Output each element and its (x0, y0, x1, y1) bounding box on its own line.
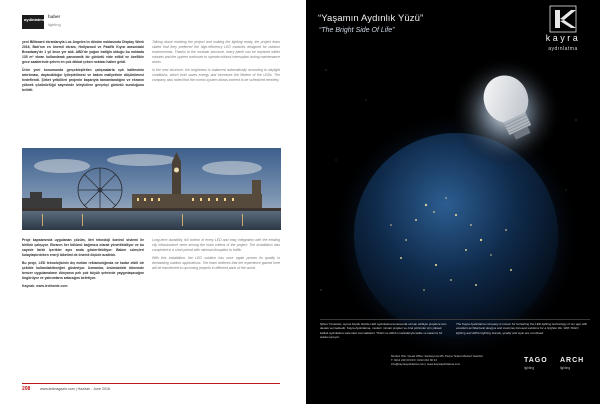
footer-text: www.ledmagazin.com | Haziran - June 2016 (40, 387, 111, 391)
paragraph: Ürün yeni konumunda gerçekleştirilen çalışmalarla ışık kalitesinin artırılması, dayanıklılığın iyileştirilmesi ve bakım maliyetinin düşürülmesi hedeflendi. Şirket yetkilileri projenin başarıyla tamamlandığını ve ekranın yüksek çözünürlüğü sayesinde izleyicilere gerçekçi görüntü sunduğunu belirtti. (22, 68, 144, 92)
ad-contact-info (391, 354, 511, 366)
tago-logo-sub: lighting (524, 366, 535, 370)
paragraph: yeni Billboard ekranlarıyla Los Angeles’ın dönüm noktasında Display Week 2016, Batı’nın en önemli ekranı, Hollywood ve Pasifik Kıyısı arasındaki Broadway’de 1 yıl önce yer aldı. ABD’de yoğun trafiğin olduğu bu noktada 135 m² ekran kullanılarak panoramik bir görüntü elde edildi ve özellikle gece saatlerinde şehrin en çok dikkat çeken noktası haline geldi. (22, 40, 144, 64)
article-column-2 (152, 40, 280, 160)
article-column-3 (22, 238, 144, 388)
footer-rule (22, 383, 280, 384)
section-category: haber (48, 14, 61, 19)
phone-line: T: 0212 210 00 00 F: 0212 210 00 01 (391, 358, 437, 362)
article-source: Kaynak: www.ledinside.com (22, 284, 68, 288)
ad-body-turkish: Şirket Yöneticisi, ayrıca büyük ölçüde LED aydınlatma konusunda uzman ekibiyle projelere tam destek vermektedir. Kayra Aydınlatma, modern mimari projeler ve özel çözümler için yüksek kaliteli aydınlatma sistemleri sunmaktadır. TAGO ve ARCH markalarıyla kalite ve tasarımı bir arada sunuyor. (320, 322, 447, 340)
paragraph: Talking about realizing the project and making the lighting ready, the project team stated that they preferred the high-efficiency LED modules designed for outdoor environments. Thanks to the modular structure, every panel can be replaced within minutes and the system continues to operate without interruption during maintenance works. (152, 40, 280, 64)
web-line: info@kayraaydinlatma.com | www.kayraaydinlatma.com (391, 362, 461, 366)
page-number: 208 (22, 386, 31, 392)
section-label: aydinlatma (24, 17, 45, 22)
ad-subline: “The Bright Side Of Life” (319, 27, 395, 34)
earth-globe (354, 133, 558, 337)
arch-logo-sub: lighting (560, 366, 571, 370)
ad-headline: “Yaşamın Aydınlık Yüzü” (318, 13, 424, 24)
section-subcategory: lighting (48, 22, 61, 27)
advertisement-page (306, 0, 600, 404)
article-column-4 (152, 238, 280, 368)
brand-tagline: aydınlatma (548, 46, 578, 52)
address-line: Merkez Ofis / Head Office: Sarıkayrına Mh. Perpa Ticaret Merkezi İstanbul (391, 354, 483, 358)
london-skyline-illustration (22, 148, 281, 230)
paragraph: Long-term durability, full control of every LED and easy integration with the existing city infrastructure were among the main criteria of the project. The installation was completed in a short period with minimal disruption to traffic. (152, 238, 280, 252)
paragraph: Bu proje, LED teknolojisinin dış mekân reklamcılığında ne kadar etkili bir şekilde kullanılabileceğini gösteriyor. Uzmanlar, önümüzdeki dönemde benzer uygulamaların dünyanın pek çok büyük şehrinde yaygınlaşacağını öngörüyor ve yatırımların artacağını belirtiyor. (22, 261, 144, 280)
brand-name: kayra (545, 33, 581, 43)
ad-body-english: The Kayra Aydınlatma company is known for furnishing the LED lighting technology of our age with excellent architectural designs and customer-focused solutions for a brighter life. With TAGO lighting and ARCH lighting brands, quality and style are combined. (456, 322, 588, 335)
tago-logo: TAGO (524, 357, 548, 364)
london-skyline-photo (22, 148, 281, 230)
arch-logo: ARCH (560, 357, 585, 364)
paragraph: Proje kapsamında uygulanan çözüm, ileri teknoloji kontrol sistemi ile birlikte çalışıyor. Ekranın her bölümü bağımsız olarak yönetilebiliyor ve bu sayede farklı içerikler aynı anda gösterilebiliyor. Bakım süreçleri kolaylaştırılırken enerji tüketimi de önemli ölçüde azaltıldı. (22, 238, 144, 257)
article-column-1 (22, 40, 144, 160)
paragraph: With this installation, the LED solution has once again proven its quality in demanding outdoor applications. The team believes that the experience gained here will be transferred to upcoming projects in different parts of the world. (152, 256, 280, 270)
paragraph: In the new structure, the brightness is balanced automatically according to daylight conditions, which both saves energy and increases the lifetime of the LEDs. The company also noted that the control system allows content to be scheduled remotely. (152, 68, 280, 82)
ad-divider (320, 319, 590, 320)
ad-artwork (306, 0, 600, 404)
